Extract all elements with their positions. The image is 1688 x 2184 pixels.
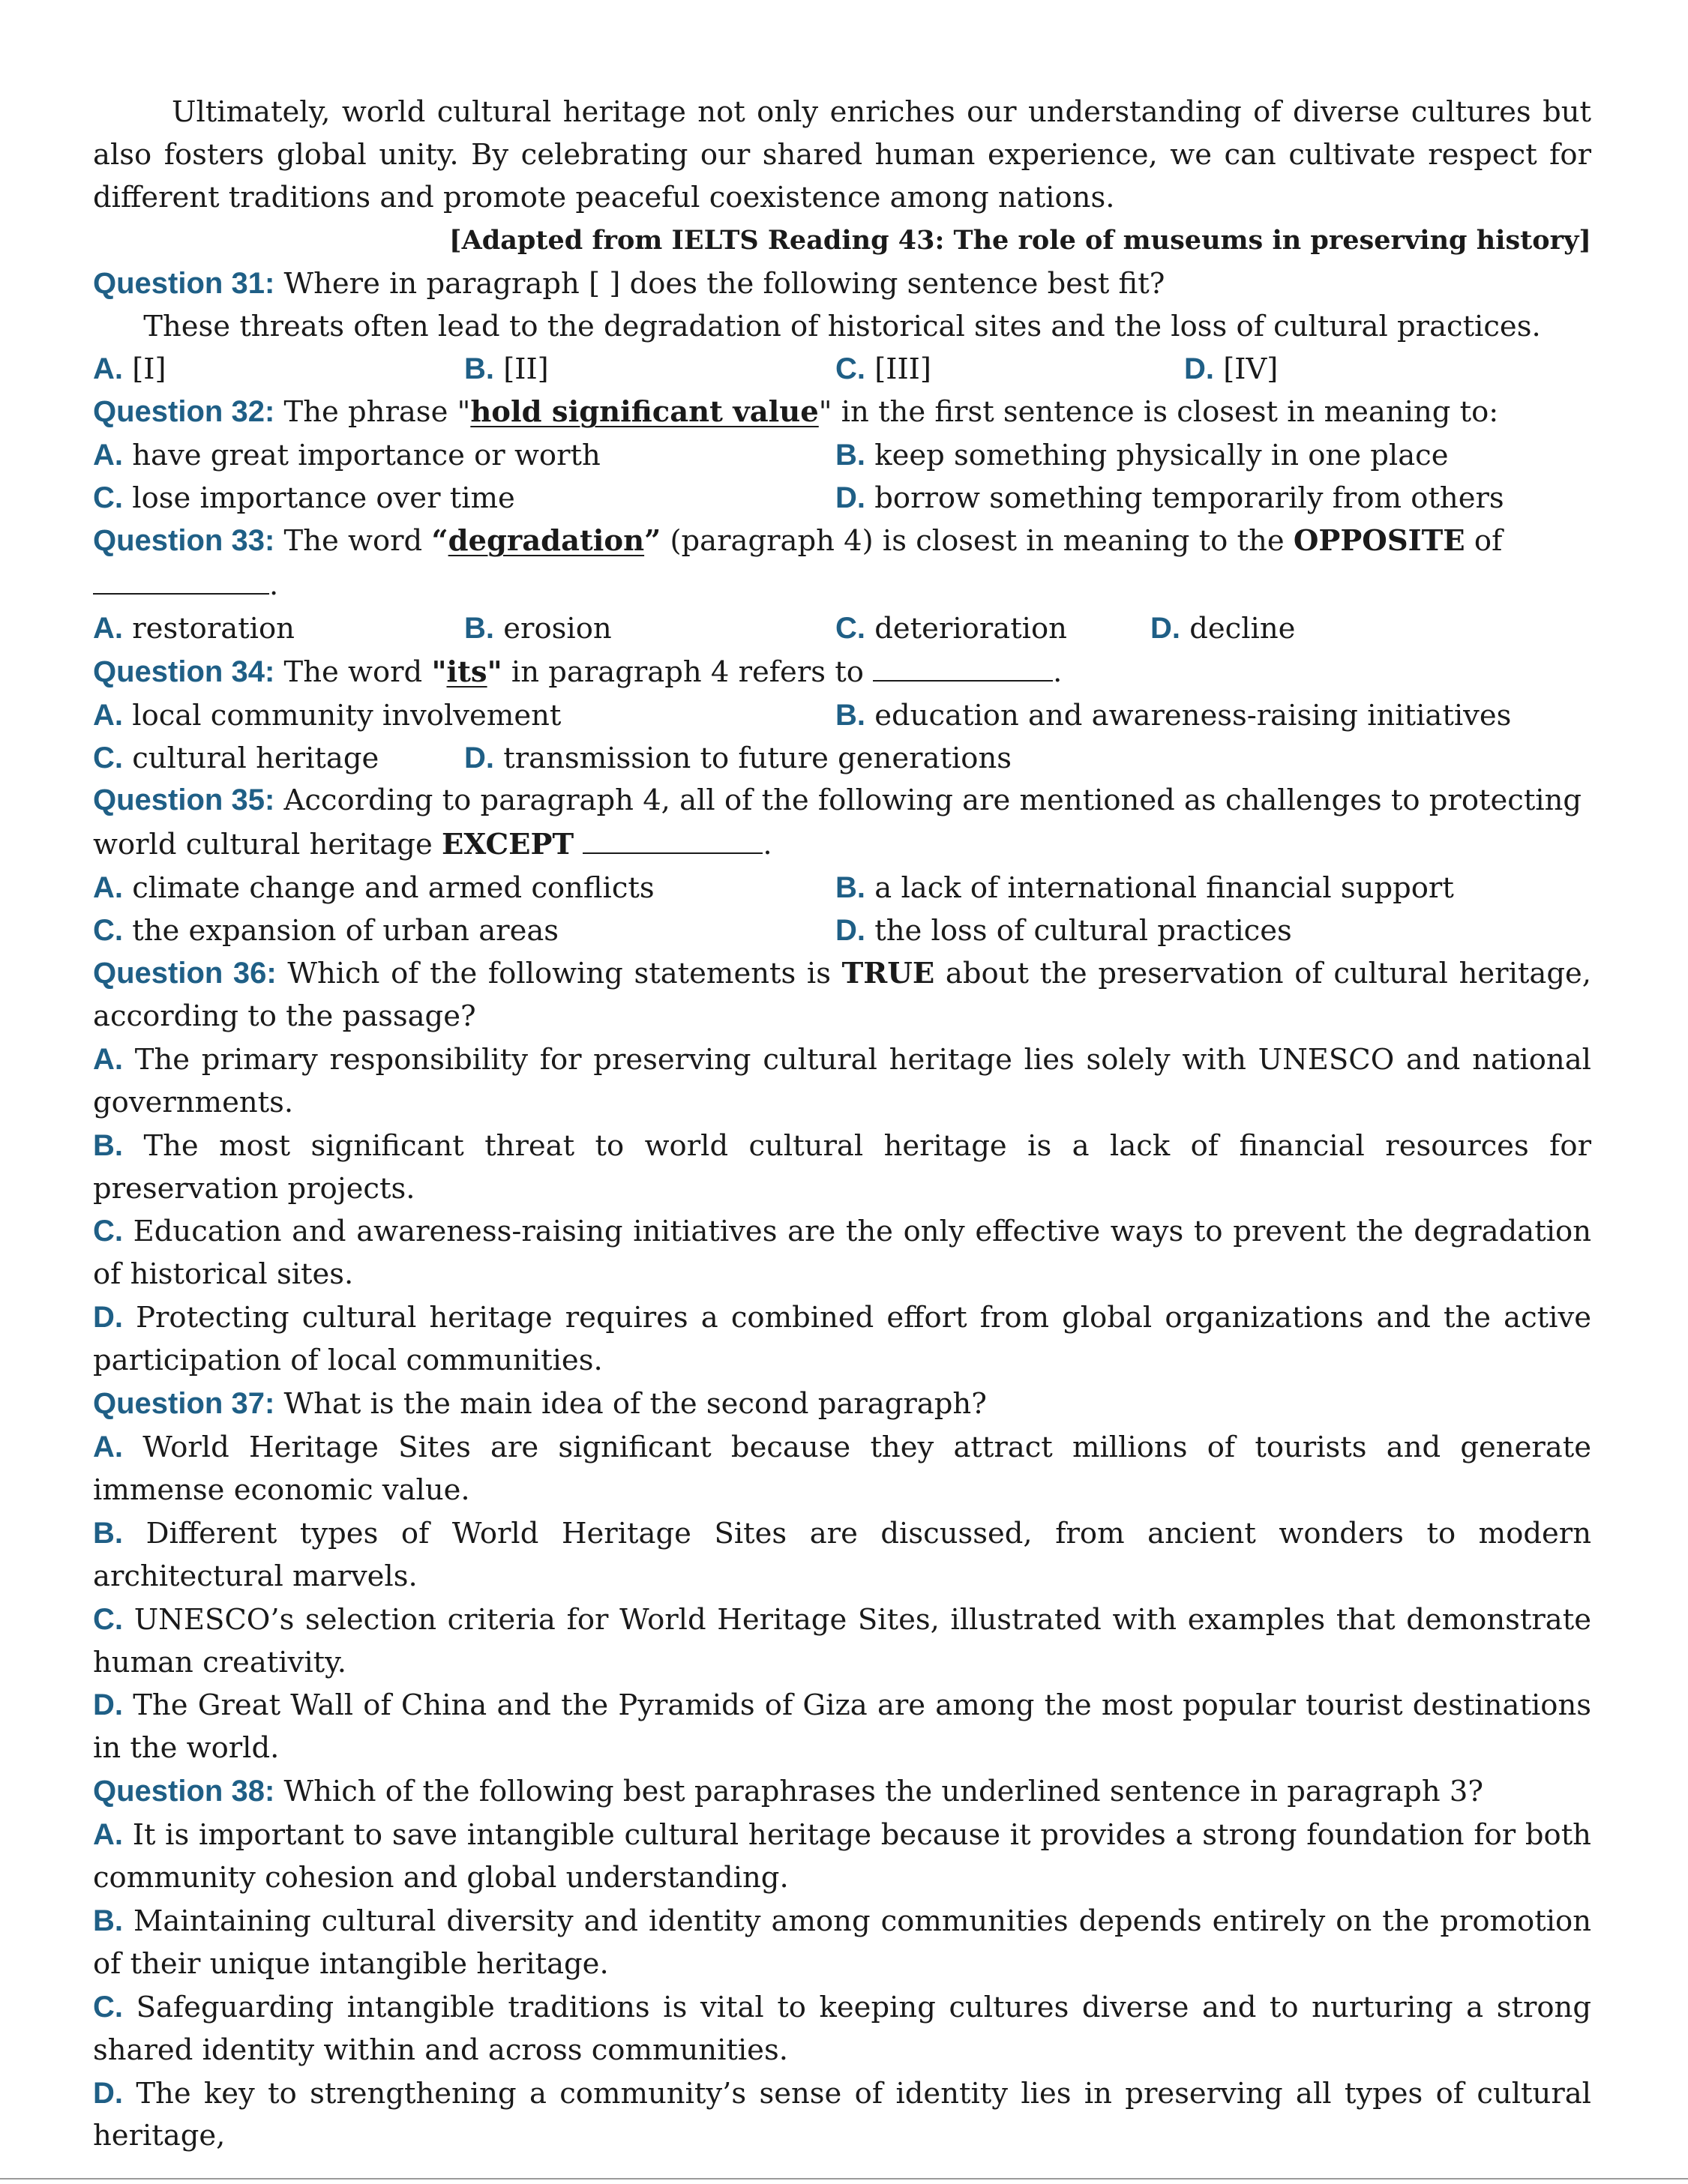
option-32-c[interactable]: C. lose importance over time <box>93 481 515 516</box>
question-37-label: Question 37: <box>93 1387 275 1421</box>
option-38-d[interactable]: D. The key to strengthening a community’s sense of identity lies in preserving all types of cultural heritage, <box>93 2076 1591 2153</box>
option-37-c[interactable]: C. UNESCO’s selection criteria for World Heritage Sites, illustrated with examples that demonstrate human creativity. <box>93 1602 1591 1679</box>
option-35-d[interactable]: D. the loss of cultural practices <box>835 914 1292 948</box>
option-36-a[interactable]: A. The primary responsibility for preserving cultural heritage lies solely with UNESCO and national governments. <box>93 1042 1591 1119</box>
question-37: Question 37: What is the main idea of the second paragraph? <box>93 1387 987 1422</box>
question-32-label: Question 32: <box>93 395 275 429</box>
question-36-label: Question 36: <box>93 957 277 990</box>
option-36-b[interactable]: B. The most significant threat to world cultural heritage is a lack of financial resources for preservation projects. <box>93 1128 1591 1206</box>
question-34-options-row-2 <box>93 737 1591 780</box>
option-31-c[interactable]: C. [III] <box>835 352 931 387</box>
question-32: Question 32: The phrase "hold significant value" in the first sentence is closest in meaning to: <box>93 395 1499 430</box>
option-31-b[interactable]: B. [II] <box>464 352 549 387</box>
option-33-d[interactable]: D. decline <box>1150 611 1296 646</box>
question-34: Question 34: The word "its" in paragraph 4 refers to . <box>93 650 1591 694</box>
option-38-a[interactable]: A. It is important to save intangible cultural heritage because it provides a strong foundation for both community cohesion and global understanding. <box>93 1818 1591 1895</box>
option-32-d[interactable]: D. borrow something temporarily from others <box>835 481 1504 516</box>
question-33-options <box>93 607 1591 650</box>
option-34-c[interactable]: C. cultural heritage <box>93 741 379 775</box>
option-36-d[interactable]: D. Protecting cultural heritage requires a combined effort from global organizations and the active participation of local communities. <box>93 1301 1591 1378</box>
option-32-b[interactable]: B. keep something physically in one place <box>835 439 1449 473</box>
question-35-options-row-1 <box>93 867 1591 909</box>
option-33-b[interactable]: B. erosion <box>464 611 612 646</box>
question-31-quote: These threats often lead to the degradation of historical sites and the loss of cultural practices. <box>143 309 1541 343</box>
option-34-b[interactable]: B. education and awareness-raising initiatives <box>835 698 1512 732</box>
source-citation: [Adapted from IELTS Reading 43: The role of museums in preserving history] <box>449 224 1591 256</box>
question-34-options-row-1 <box>93 694 1591 737</box>
worksheet-page <box>93 91 1591 2158</box>
answer-blank <box>93 563 269 595</box>
option-31-d[interactable]: D. [IV] <box>1184 352 1279 387</box>
target-word-its: its <box>446 655 487 689</box>
option-37-d[interactable]: D. The Great Wall of China and the Pyramids of Giza are among the most popular tourist destinations in the world. <box>93 1688 1591 1766</box>
option-32-a[interactable]: A. have great importance or worth <box>93 439 601 473</box>
question-36: Question 36: Which of the following statements is TRUE about the preservation of cultural heritage, according to the passage? <box>93 957 1591 1033</box>
question-31 <box>93 262 1591 306</box>
option-33-c[interactable]: C. deterioration <box>835 611 1067 646</box>
question-33-label: Question 33: <box>93 524 275 558</box>
option-37-a[interactable]: A. World Heritage Sites are significant because they attract millions of tourists and generate immense economic value. <box>93 1430 1591 1507</box>
question-33: Question 33: The word “degradation” (paragraph 4) is closest in meaning to the OPPOSITE of. <box>93 524 1503 602</box>
option-33-a[interactable]: A. restoration <box>93 611 295 646</box>
closing-paragraph: Ultimately, world cultural heritage not only enriches our understanding of diverse cultures but also fosters global unity. By celebrating our shared human experience, we can cultivate respect for different traditions and promote peaceful coexistence among nations. <box>93 95 1591 214</box>
question-31-options <box>93 348 1591 391</box>
question-38: Question 38: Which of the following best paraphrases the underlined sentence in paragraph 3? <box>93 1775 1484 1809</box>
question-34-label: Question 34: <box>93 655 275 688</box>
answer-blank <box>873 650 1053 682</box>
answer-blank <box>583 822 763 854</box>
option-37-b[interactable]: B. Different types of World Heritage Sites are discussed, from ancient wonders to modern architectural marvels. <box>93 1516 1591 1593</box>
option-38-c[interactable]: C. Safeguarding intangible traditions is vital to keeping cultures diverse and to nurturing a strong shared identity within and across communities. <box>93 1990 1591 2067</box>
target-word-degradation: degradation <box>448 524 645 559</box>
question-38-label: Question 38: <box>93 1775 275 1808</box>
question-31-label: Question 31: <box>93 266 275 300</box>
option-35-b[interactable]: B. a lack of international financial support <box>835 871 1454 906</box>
question-32-options-row-2 <box>93 477 1591 520</box>
page-bottom-divider <box>0 2178 1688 2180</box>
option-35-c[interactable]: C. the expansion of urban areas <box>93 914 559 948</box>
question-35: Question 35: According to paragraph 4, all of the following are mentioned as challenges to protecting world cultural heritage EXCEPT . <box>93 783 1582 862</box>
question-35-options-row-2 <box>93 909 1591 952</box>
option-34-a[interactable]: A. local community involvement <box>93 698 562 732</box>
option-36-c[interactable]: C. Education and awareness-raising initiatives are the only effective ways to prevent the degradation of historical sites. <box>93 1215 1591 1292</box>
target-phrase: hold significant value <box>470 395 819 430</box>
option-31-a[interactable]: A. [I] <box>93 352 166 387</box>
question-35-label: Question 35: <box>93 783 275 817</box>
option-35-a[interactable]: A. climate change and armed conflicts <box>93 871 655 906</box>
question-31-text: Where in paragraph [ ] does the following sentence best fit? <box>283 266 1165 301</box>
question-32-options-row-1 <box>93 434 1591 477</box>
option-34-d[interactable]: D. transmission to future generations <box>464 741 1012 775</box>
option-38-b[interactable]: B. Maintaining cultural diversity and identity among communities depends entirely on the promotion of their unique intangible heritage. <box>93 1904 1591 1981</box>
